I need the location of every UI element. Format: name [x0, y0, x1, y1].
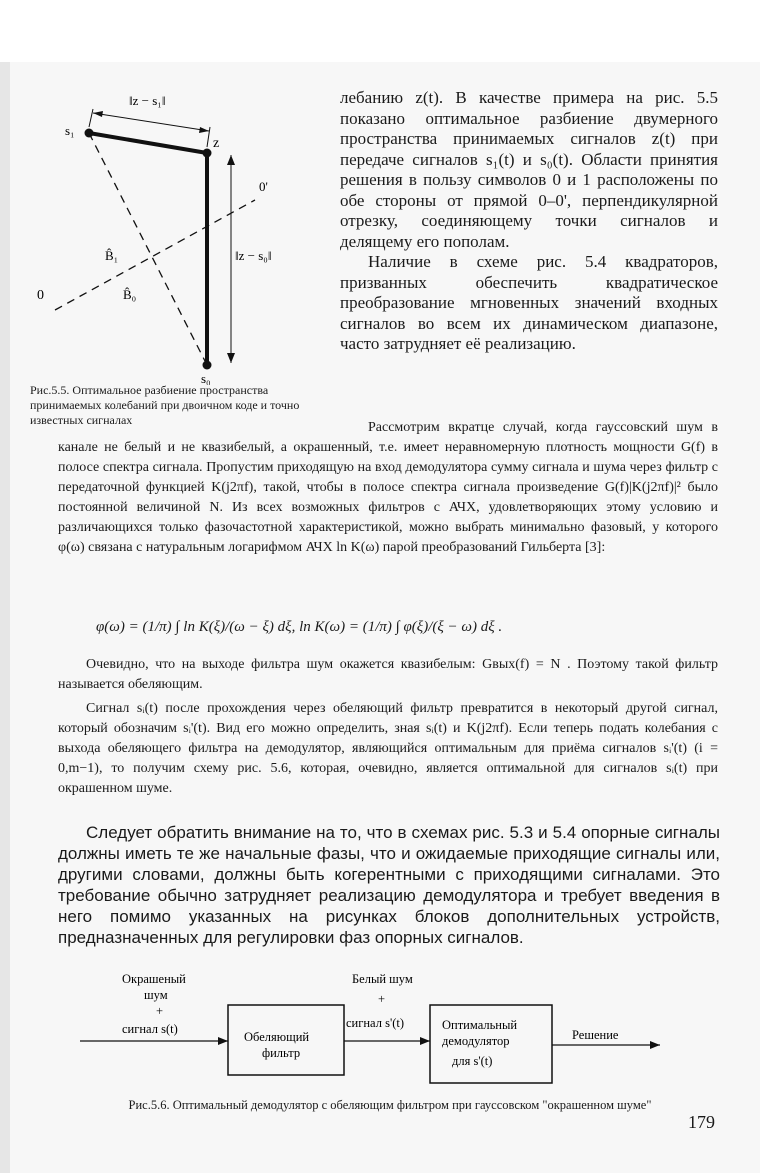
tick-norm-s1-left: [89, 109, 93, 127]
output-label: Решение: [572, 1028, 619, 1042]
mid-label-3: сигнал s'(t): [346, 1016, 404, 1030]
block1-line2: фильтр: [262, 1046, 301, 1060]
hilbert-formula: φ(ω) = (1/π) ∫ ln K(ξ)/(ω − ξ) dξ, ln K(ω) = (1/π) ∫ φ(ξ)/(ξ − ω) dξ .: [96, 619, 503, 635]
output-arrowhead: [650, 1041, 660, 1049]
point-z: [203, 149, 212, 158]
arrow-norm-s1: [93, 113, 209, 131]
right-paragraph-2: Наличие в схеме рис. 5.4 квадраторов, призванных обеспечить квадратическое преобразование мгновенных значений входных сигналов во всем их динамическом диапазоне, часто затрудняет её реализацию.: [340, 252, 718, 353]
label-norm-s1: ‖z − s₁‖: [129, 93, 166, 108]
figure-5-6: [60, 965, 720, 1090]
mid-arrowhead: [420, 1037, 430, 1045]
tick-norm-s1-right: [207, 127, 210, 147]
input-label-2: шум: [144, 988, 168, 1002]
input-label-4: сигнал s(t): [122, 1022, 178, 1036]
mid-label-1: Белый шум: [352, 972, 413, 986]
label-B0: B̂₀: [123, 287, 137, 302]
point-s0: [203, 361, 212, 370]
input-label-1: Окрашеный: [122, 972, 186, 986]
arrowhead-norm-s1-left: [93, 111, 103, 117]
label-0prime: 0': [259, 179, 268, 194]
figure-5-6-caption: Рис.5.6. Оптимальный демодулятор с обеляющим фильтром при гауссовском "окрашенном шуме": [128, 1098, 652, 1112]
input-arrowhead: [218, 1037, 228, 1045]
paragraph-coherence: Следует обратить внимание на то, что в схемах рис. 5.3 и 5.4 опорные сигналы должны иметь те же начальные фазы, что и ожидаемые приходящие сигналы или, другими словами, должны быть когерентными с приходящими сигналами. Это требование обычно затрудняет реализацию демодулятора и требует введения в него помимо указанных на рисунках блоков дополнительных устройств, предназначенных для регулировки фаз опорных сигналов.: [58, 823, 720, 947]
small-text-block-2: [58, 655, 718, 799]
small-text-block-1: [58, 418, 718, 558]
label-s0: s₀: [201, 371, 211, 385]
paragraph-whitening: Очевидно, что на выходе фильтра шум окажется квазибелым: Gвых(f) = N . Поэтому такой фильтр называется обеляющим.: [58, 657, 718, 692]
label-s1: s₁: [65, 123, 75, 138]
right-paragraph-1: лебанию z(t). В качестве примера на рис. 5.5 показано оптимальное разбиение двумерного пространства принимаемых сигналов z(t) при передаче сигналов s₁(t) и s₀(t). Области принятия решения в пользу символов 0 и 1 расположены по обе стороны от прямой 0–0', перпендикулярной отрезку, соединяющему точки сигналов и делящему его пополам.: [340, 88, 718, 251]
page-spine: [0, 62, 10, 1173]
arrowhead-norm-s0-bottom: [227, 353, 235, 363]
label-B1: B̂₁: [105, 248, 119, 263]
segment-s1-z: [89, 133, 207, 153]
label-norm-s0: ‖z − s₀‖: [235, 248, 272, 263]
point-s1: [85, 129, 94, 138]
paragraph-signal: Сигнал sᵢ(t) после прохождения через обеляющий фильтр превратится в некоторый другой сигнал, который обозначим sᵢ'(t). Вид его можно определить, зная sᵢ(t) и K(j2πf). Если теперь подать колебания с выхода обеляющего фильтра на демодулятор, являющийся оптимальным для приёма сигналов sᵢ'(t) (i = 0,m−1), то получим схему рис. 5.6, которая, очевидно, является оптимальной для сигналов sᵢ(t) при окрашенном шуме.: [58, 701, 718, 796]
block1-line1: Обеляющий: [244, 1030, 310, 1044]
block2-line1: Оптимальный: [442, 1018, 518, 1032]
arrowhead-norm-s0-top: [227, 155, 235, 165]
block2-line3: для s'(t): [452, 1054, 493, 1068]
paragraph-colored-noise: Рассмотрим вкратце случай, когда гауссовский шум в канале не белый и не квазибелый, а окрашенный, т.е. имеет неравномерную плотность мощности G(f) в полосе спектра сигнала. Пропустим приходящую на вход демодулятора сумму сигнала и шума через фильтр с передаточной функцией K(j2πf), такой, чтобы в полосе спектра сигнала произведение G(f)|K(j2πf)|² было постоянной величиной N. Из всех возможных фильтров с АЧХ, удовлетворяющих этому условию и различающихся только фазочастотной характеристикой, можно выбрать минимально фазовый, у которого φ(ω) связана с натуральным логарифмом АЧХ ln K(ω) парой преобразований Гильберта [3]:: [58, 420, 718, 555]
mid-label-2: +: [378, 992, 386, 1006]
right-column-text: [340, 88, 718, 355]
block2-line2: демодулятор: [442, 1034, 510, 1048]
label-0: 0: [37, 288, 44, 303]
big-text-block: [58, 822, 720, 948]
figure-5-5: [25, 85, 335, 385]
boundary-line-0-0prime: [55, 200, 255, 310]
input-label-3: +: [156, 1004, 164, 1018]
page-number: 179: [688, 1112, 715, 1132]
figure-5-5-caption: Рис.5.5. Оптимальное разбиение пространства принимаемых колебаний при двоичном коде и точно известных сигналах: [30, 383, 300, 427]
label-z: z: [213, 136, 220, 151]
arrowhead-norm-s1-right: [199, 127, 209, 133]
